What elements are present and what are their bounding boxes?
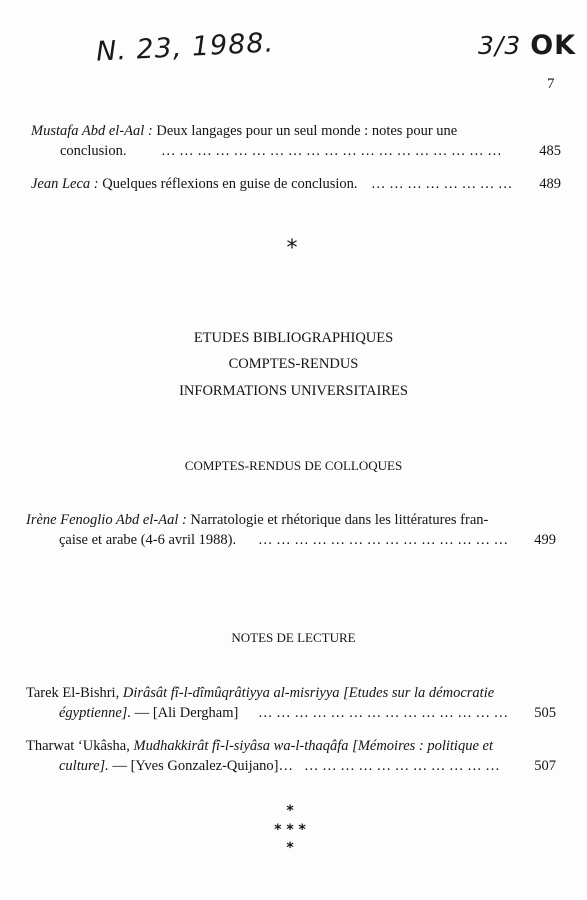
entry-title: Quelques réflexions en guise de conclusion. — [102, 176, 358, 192]
leader-dots: … … … … … … … … … … … — [304, 758, 500, 774]
entry-reviewer: — [Yves Gonzalez-Quijano]… — [112, 758, 293, 774]
entry-author: Tharwat ‘Ukâsha, — [26, 738, 130, 754]
entry-title: Dirâsât fî-l-dîmûqrâtiyya al-misriyya [Etudes sur la démocratie — [122, 685, 495, 701]
subheading-colloques: COMPTES-RENDUS DE COLLOQUES — [184, 458, 403, 473]
entry-title: Deux langages pour un seul monde : notes pour une — [156, 123, 458, 139]
entry-reviewer: — [Ali Dergham] — [134, 705, 239, 721]
entry-page: 499 — [534, 532, 556, 548]
section-heading-comptes-rendus: COMPTES-RENDUS — [228, 356, 359, 372]
entry-author: Irène Fenoglio Abd el-Aal : — [26, 512, 187, 528]
entry-author: Tarek El-Bishri, — [26, 685, 120, 701]
page-number: 7 — [547, 76, 555, 92]
toc-entry-leca — [31, 174, 561, 194]
toc-entry-ukasha — [26, 736, 556, 776]
subheading-notes-de-lecture: NOTES DE LECTURE — [231, 630, 356, 645]
entry-title-continued: conclusion. — [60, 143, 127, 159]
entry-title: Mudhakkirât fî-l-siyâsa wa-l-thaqâfa [Mémoires : politique et — [133, 738, 493, 754]
ornament-star-top: * — [286, 803, 294, 819]
ornament-star-row: * * * — [274, 822, 306, 838]
leader-dots: … … … … … … … … … … … … … … — [258, 705, 509, 721]
entry-author: Jean Leca : — [31, 176, 99, 192]
handwritten-issue-note: N. 23, 1988. — [95, 27, 275, 68]
toc-entry-el-bishri — [26, 683, 556, 723]
handwritten-count: 3/3 — [478, 31, 522, 60]
separator-star: * — [286, 236, 298, 261]
entry-page: 485 — [539, 143, 561, 159]
toc-entry-abd-el-aal — [31, 121, 561, 161]
leader-dots: … … … … … … … … … … … … … … — [258, 532, 509, 548]
toc-entry-fenoglio — [26, 510, 556, 550]
section-heading-informations: INFORMATIONS UNIVERSITAIRES — [179, 383, 408, 399]
ornament-star-bottom: * — [286, 840, 294, 856]
handwritten-check-note — [478, 30, 576, 61]
entry-page: 507 — [534, 758, 556, 774]
leader-dots: … … … … … … … … … … … … … … … … … … … — [161, 143, 502, 159]
entry-title-continued: culture]. — [59, 758, 109, 774]
handwritten-ok: OK — [530, 30, 577, 61]
entry-author: Mustafa Abd el-Aal : — [31, 123, 153, 139]
entry-title-continued: çaise et arabe (4-6 avril 1988). — [59, 532, 237, 548]
leader-dots: … … … … … … … … — [371, 176, 513, 192]
entry-title-continued: égyptienne]. — [59, 705, 132, 721]
entry-page: 505 — [534, 705, 556, 721]
section-heading-etudes: ETUDES BIBLIOGRAPHIQUES — [193, 330, 394, 346]
entry-page: 489 — [539, 176, 561, 192]
entry-title: Narratologie et rhétorique dans les littératures fran- — [190, 512, 489, 528]
